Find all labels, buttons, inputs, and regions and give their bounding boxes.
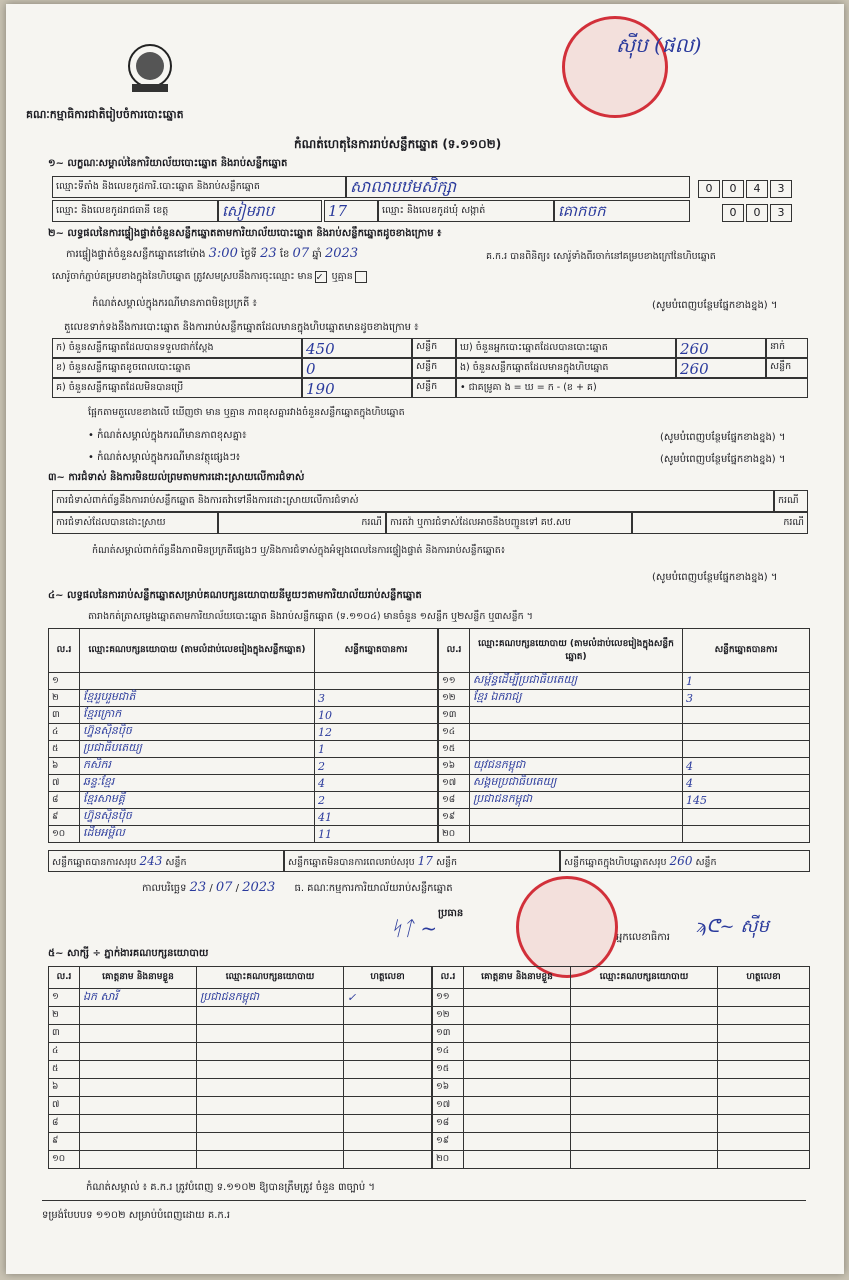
s2-day-label: ថ្ងៃទី <box>241 249 257 260</box>
row-number: ១ <box>49 673 80 690</box>
s1-row2-label: ឈ្មោះ និងលេខកូដរាជធានី ខេត្ត <box>52 200 218 222</box>
table-row <box>49 1097 432 1115</box>
s4-intro: តារាងកត់ត្រាសម្លេងឆ្នោតតាមការិយាល័យបោះឆ្នោត និងរាប់សន្លឹកឆ្នោត (ទ.១១០៤) មានចំនួន ១សន្លឹក ឬ២សន្លឹក ឬ៣សន្លឹក ។ <box>88 611 533 622</box>
party-name <box>80 673 315 690</box>
witness-name <box>80 1151 197 1169</box>
row-number: ១៤ <box>433 1043 464 1061</box>
table-row <box>49 809 438 826</box>
s2-intro-text: ការផ្ទៀងផ្ទាត់ចំនួនសន្លឹកឆ្នោតនៅម៉ោង <box>66 249 206 260</box>
s3-row1: ការជំទាស់ពាក់ព័ន្ធនឹងការរាប់សន្លឹកឆ្នោត និងការតវ៉ាទៅនឹងការដោះស្រាយលើការជំទាស់ <box>52 490 774 512</box>
col-party: ឈ្មោះគណបក្សនយោបាយ (តាមលំដាប់លេខរៀងក្នុងសន្លឹកឆ្នោត) <box>470 629 683 673</box>
s2-month-label: ខែ <box>279 249 290 260</box>
witness-table-right <box>432 966 810 1169</box>
table-row <box>49 1007 432 1025</box>
official-stamp-bottom <box>516 876 618 978</box>
row-number: ១៩ <box>439 809 470 826</box>
s2-year: 2023 <box>325 246 359 261</box>
committee-name: គណៈកម្មាធិការជាតិរៀបចំការបោះឆ្នោត <box>26 108 184 121</box>
row-number: ៨ <box>49 792 80 809</box>
s4-total-invalid <box>284 850 560 872</box>
party-name <box>470 809 683 826</box>
s4-date-line: កាលបរិច្ឆេទ 23 / 07 / 2023 ធ. គណៈកម្មការការិយាល័យរាប់សន្លឹកឆ្នោត <box>142 880 453 895</box>
witness-party: ប្រជាជនកម្ពុជា <box>197 989 344 1007</box>
stamp-signature-top: ស៊ីប (ផល) <box>616 33 702 57</box>
date-year: 2023 <box>242 880 276 895</box>
row-number: ១១ <box>433 989 464 1007</box>
party-name <box>470 741 683 758</box>
yes-checkbox[interactable]: ✓ <box>315 271 327 283</box>
table-row <box>433 1133 810 1151</box>
valid-votes: 4 <box>683 758 810 775</box>
col-no: ល.រ <box>49 967 80 989</box>
witness-name <box>80 1133 197 1151</box>
valid-votes: 2 <box>315 758 438 775</box>
row-number: ២០ <box>439 826 470 843</box>
table-row <box>439 707 810 724</box>
witness-party <box>571 1115 718 1133</box>
s2-bullet2: • កំណត់សម្គាល់ក្នុងករណីមានវត្ថុផ្សេងៗ៖ <box>88 452 241 463</box>
witness-name <box>80 1097 197 1115</box>
valid-votes: 11 <box>315 826 438 843</box>
valid-votes: 1 <box>315 741 438 758</box>
table-row <box>49 1115 432 1133</box>
s2-a-label: ក) ចំនួនសន្លឹកឆ្នោតដែលបានទទួលជាក់ស្តែង <box>52 338 302 358</box>
table-row <box>49 1079 432 1097</box>
s2-e-value: 260 <box>676 358 766 378</box>
col-name: គោត្តនាម និងនាមខ្លួន <box>80 967 197 989</box>
row-number: ១០ <box>49 1151 80 1169</box>
valid-votes: 3 <box>315 690 438 707</box>
total-invalid-label: សន្លឹកឆ្នោតមិនបានការពេលរាប់សរុប <box>288 857 415 868</box>
row-number: ៣ <box>49 1025 80 1043</box>
row-number: ៦ <box>49 1079 80 1097</box>
witness-signature <box>344 1061 432 1079</box>
s2-b-unit: សន្លឹក <box>412 358 456 378</box>
witness-signature <box>344 1151 432 1169</box>
s2-month: 07 <box>292 246 310 261</box>
section1-heading: ១~ លក្ខណៈសម្គាល់នៃការិយាល័យបោះឆ្នោត និងរាប់សន្លឹកឆ្នោត <box>48 158 288 169</box>
table-row <box>439 809 810 826</box>
row-number: ៦ <box>49 758 80 775</box>
row-number: ១០ <box>49 826 80 843</box>
s2-no-label: ឬគ្មាន <box>331 271 353 282</box>
s2-day: 23 <box>260 246 277 261</box>
witness-party <box>197 1043 344 1061</box>
president-signature: ᛋᛏ ~ <box>390 916 438 940</box>
table-row <box>439 826 810 843</box>
s1-province-code: 17 <box>324 200 378 222</box>
witness-name <box>80 1043 197 1061</box>
secretary-label: អ្នកលេខាធិការ <box>616 932 670 943</box>
row-number: ៣ <box>49 707 80 724</box>
witness-party <box>197 1061 344 1079</box>
total-valid-unit: សន្លឹក <box>165 857 187 868</box>
row-number: ១១ <box>439 673 470 690</box>
table-row <box>49 1061 432 1079</box>
witness-signature <box>718 1061 810 1079</box>
row-number: ៧ <box>49 775 80 792</box>
s2-e-label: ង) ចំនួនសន្លឹកឆ្នោតដែលមានក្នុងហិបឆ្នោត <box>456 358 676 378</box>
section3-heading: ៣~ ការជំទាស់ និងការមិនយល់ព្រមតាមការដោះស្រាយលើការជំទាស់ <box>48 472 305 483</box>
valid-votes <box>683 809 810 826</box>
party-name: ហ្វ៊ុនស៊ិនប៉ិច <box>80 724 315 741</box>
row-number: ១២ <box>439 690 470 707</box>
s2-compare: ផ្អែកតាមតួលេខខាងលើ ឃើញថា មាន ឬគ្មាន ភាពខុសគ្នារវាងចំនួនសន្លឹកឆ្នោតក្នុងហិបឆ្នោត <box>88 407 405 418</box>
table-row <box>49 724 438 741</box>
party-name: ខ្មែរសាមគ្គី <box>80 792 315 809</box>
s3-row1-case: ករណី <box>774 490 808 512</box>
s2-intro-c-line <box>52 270 369 284</box>
total-valid-label: សន្លឹកឆ្នោតបានការសរុប <box>52 857 137 868</box>
s2-a-value: 450 <box>302 338 412 358</box>
table-row <box>433 1079 810 1097</box>
table-row <box>49 690 438 707</box>
no-checkbox[interactable] <box>355 271 367 283</box>
date-day: 23 <box>189 880 207 895</box>
footer-divider <box>42 1200 806 1201</box>
s1-code-digit: 3 <box>770 180 792 198</box>
table-row <box>439 724 810 741</box>
witness-party <box>197 1097 344 1115</box>
s2-result-intro: តួលេខទាក់ទងនឹងការបោះឆ្នោត និងការរាប់សន្លឹកឆ្នោតដែលមានក្នុងហិបឆ្នោតមានដូចខាងក្រោម ៖ <box>64 322 419 333</box>
witness-party <box>571 1151 718 1169</box>
table-row <box>49 707 438 724</box>
s2-b-value: 0 <box>302 358 412 378</box>
total-box-label: សន្លឹកឆ្នោតក្នុងហិបឆ្នោតសរុប <box>564 857 667 868</box>
section4-heading: ៤~ លទ្ធផលនៃការរាប់សន្លឹកឆ្នោតសម្រាប់គណបក្សនយោបាយនីមួយៗតាមការិយាល័យរាប់សន្លឹកឆ្នោត <box>48 590 422 601</box>
valid-votes: 2 <box>315 792 438 809</box>
witness-party <box>571 1025 718 1043</box>
witness-party <box>571 1043 718 1061</box>
s2-bullet1: • កំណត់សម្គាល់ក្នុងករណីមានភាពខុសគ្នា៖ <box>88 430 247 441</box>
s1-code-digit: 0 <box>698 180 720 198</box>
table-row <box>439 792 810 809</box>
table-row <box>433 1097 810 1115</box>
table-row <box>49 1043 432 1061</box>
valid-votes <box>683 724 810 741</box>
witness-party <box>571 1133 718 1151</box>
row-number: ១៥ <box>439 741 470 758</box>
row-number: ២ <box>49 690 80 707</box>
witness-signature <box>344 1115 432 1133</box>
valid-votes: 41 <box>315 809 438 826</box>
ballot-count-report-form <box>6 4 844 1274</box>
total-invalid-value: 17 <box>417 854 433 868</box>
witness-name <box>80 1007 197 1025</box>
witness-signature <box>344 1007 432 1025</box>
valid-votes: 145 <box>683 792 810 809</box>
party-name: ប្រជាធិបតេយ្យ <box>80 741 315 758</box>
s2-b-label: ខ) ចំនួនសន្លឹកឆ្នោតខូចពេលបោះឆ្នោត <box>52 358 302 378</box>
s1-code-digit: 0 <box>722 180 744 198</box>
s1-commune-label: ឈ្មោះ និងលេខកូដឃុំ សង្កាត់ <box>378 200 554 222</box>
col-sign: ហត្ថលេខា <box>718 967 810 989</box>
s1-commune-code-digit: 3 <box>770 204 792 222</box>
witness-signature: ✓ <box>344 989 432 1007</box>
valid-votes: 10 <box>315 707 438 724</box>
table-row <box>439 690 810 707</box>
witness-party <box>571 1079 718 1097</box>
witness-name <box>464 1115 571 1133</box>
row-number: ៨ <box>49 1115 80 1133</box>
date-label: កាលបរិច្ឆេទ <box>142 883 187 894</box>
s2-bullet1-hint: (សូមបំពេញបន្ថែមផ្នែកខាងខ្នង) ។ <box>660 432 786 443</box>
row-number: ៤ <box>49 1043 80 1061</box>
witness-party <box>197 1007 344 1025</box>
witness-name <box>80 1061 197 1079</box>
s1-code-digit: 4 <box>746 180 768 198</box>
valid-votes: 12 <box>315 724 438 741</box>
party-name: ដើមអម្ពិល <box>80 826 315 843</box>
witness-signature <box>718 1025 810 1043</box>
party-name: ប្រជាជនកម្ពុជា <box>470 792 683 809</box>
party-name <box>470 724 683 741</box>
row-number: ៥ <box>49 741 80 758</box>
witness-name <box>80 1115 197 1133</box>
col-party: ឈ្មោះគណបក្សនយោបាយ <box>197 967 344 989</box>
row-number: ៩ <box>49 1133 80 1151</box>
table-row <box>49 1151 432 1169</box>
table-row <box>49 989 432 1007</box>
row-number: ១៧ <box>433 1097 464 1115</box>
witness-signature <box>344 1133 432 1151</box>
witness-signature <box>344 1043 432 1061</box>
witness-party <box>197 1115 344 1133</box>
witness-signature <box>718 1043 810 1061</box>
party-name: យុវជនកម្ពុជា <box>470 758 683 775</box>
witness-party <box>197 1151 344 1169</box>
table-row <box>49 792 438 809</box>
valid-votes: 1 <box>683 673 810 690</box>
row-number: ៧ <box>49 1097 80 1115</box>
valid-votes <box>683 707 810 724</box>
s2-c-value: 190 <box>302 378 412 398</box>
s3-row2b-case: ករណី <box>632 512 808 534</box>
row-number: ១៣ <box>439 707 470 724</box>
row-number: ១៣ <box>433 1025 464 1043</box>
s3-hint: (សូមបំពេញបន្ថែមផ្នែកខាងខ្នង) ។ <box>652 572 778 583</box>
s1-commune-code-digit: 0 <box>746 204 768 222</box>
party-name: សង្គមប្រជាធិបតេយ្យ <box>470 775 683 792</box>
table-row <box>49 1025 432 1043</box>
party-name: ឆន្ទៈខ្មែរ <box>80 775 315 792</box>
s2-intro <box>66 246 358 262</box>
table-row <box>439 775 810 792</box>
s1-commune: គោកចក <box>554 200 690 222</box>
witness-signature <box>718 1151 810 1169</box>
witness-table-left <box>48 966 432 1169</box>
table-row <box>433 1007 810 1025</box>
form-title: កំណត់ហេតុនៃការរាប់សន្លឹកឆ្នោត (ទ.១១០២) <box>294 137 502 151</box>
witness-party <box>197 1025 344 1043</box>
witness-signature <box>718 1097 810 1115</box>
row-number: ១៥ <box>433 1061 464 1079</box>
row-number: ១៧ <box>439 775 470 792</box>
table-row <box>433 989 810 1007</box>
table-row <box>49 758 438 775</box>
witness-name <box>464 1007 571 1025</box>
witness-signature <box>718 1079 810 1097</box>
witness-party <box>197 1133 344 1151</box>
party-name: ខ្មែររួបរួមជាតិ <box>80 690 315 707</box>
signers-label: ធ. គណៈកម្មការការិយាល័យរាប់សន្លឹកឆ្នោត <box>294 883 453 894</box>
s1-commune-code-digit: 0 <box>722 204 744 222</box>
s2-e-unit: សន្លឹក <box>766 358 808 378</box>
s4-total-box <box>560 850 810 872</box>
s4-total-valid <box>48 850 284 872</box>
table-row <box>439 741 810 758</box>
witness-signature <box>344 1079 432 1097</box>
valid-votes <box>683 826 810 843</box>
witness-name: ឯក សារី <box>80 989 197 1007</box>
col-name: គោត្តនាម និងនាមខ្លួន <box>464 967 571 989</box>
row-number: ១៦ <box>439 758 470 775</box>
witness-party <box>571 1097 718 1115</box>
col-no: ល.រ <box>433 967 464 989</box>
row-number: ១៨ <box>433 1115 464 1133</box>
row-number: ១៨ <box>439 792 470 809</box>
witness-signature <box>344 1025 432 1043</box>
s2-a-unit: សន្លឹក <box>412 338 456 358</box>
valid-votes: 3 <box>683 690 810 707</box>
party-name: កសិករ <box>80 758 315 775</box>
witness-name <box>464 1025 571 1043</box>
witness-name <box>464 1043 571 1061</box>
total-invalid-unit: សន្លឹក <box>435 857 458 868</box>
section5-heading: ៥~ សាក្សី ÷ ភ្នាក់ងារគណបក្សនយោបាយ <box>48 948 209 959</box>
s2-d-value: 260 <box>676 338 766 358</box>
table-row <box>49 741 438 758</box>
form-code: ទម្រង់បែបបទ ១១០២ សម្រាប់បំពេញដោយ គ.ក.រ <box>42 1210 231 1221</box>
table-row <box>439 673 810 690</box>
witness-name <box>464 1097 571 1115</box>
row-number: ៩ <box>49 809 80 826</box>
col-party: ឈ្មោះគណបក្សនយោបាយ <box>571 967 718 989</box>
total-valid-value: 243 <box>139 854 163 868</box>
s3-row2a: ការជំទាស់ដែលបានដោះស្រាយ <box>52 512 218 534</box>
s3-row2a-case: ករណី <box>218 512 386 534</box>
col-votes: សន្លឹកឆ្នោតបានការ <box>315 629 438 673</box>
witness-name <box>464 1151 571 1169</box>
s2-intro-b: គ.ក.រ បានពិនិត្យ៖ សោរ៉ូទាំងពីរចាក់នៅគម្របខាងក្រៅនៃហិបឆ្នោត <box>486 251 716 262</box>
secretary-signature: ϡᕦ~ ស៊ីម <box>696 916 769 937</box>
s2-intro-c: សោរ៉ូចាក់ភ្ជាប់គម្របខាងក្នុងនៃហិបឆ្នោត ត្រូវសមស្របនឹងការចុះឈ្មោះ <box>52 271 295 282</box>
table-row <box>433 1151 810 1169</box>
table-row <box>439 758 810 775</box>
valid-votes <box>683 741 810 758</box>
row-number: ៤ <box>49 724 80 741</box>
witness-party <box>571 1061 718 1079</box>
total-box-value: 260 <box>669 854 693 868</box>
witness-name <box>464 989 571 1007</box>
party-name <box>470 707 683 724</box>
party-name: ខ្មែរ ឯករាជ្យ <box>470 690 683 707</box>
s5-footnote: កំណត់សម្គាល់ ៖ គ.ក.រ ត្រូវបំពេញ ទ.១១០២ ឱ្យបានត្រឹមត្រូវ ចំនួន ៣ច្បាប់ ។ <box>86 1182 375 1193</box>
s2-yes-label: មាន <box>297 271 313 282</box>
row-number: ២ <box>49 1007 80 1025</box>
section2-heading: ២~ លទ្ធផលនៃការផ្ទៀងផ្ទាត់ចំនួនសន្លឹកឆ្នោតតាមការិយាល័យបោះឆ្នោត និងរាប់សន្លឹកឆ្នោតដូចខាងក្រោម ៖ <box>48 228 442 239</box>
table-row <box>433 1061 810 1079</box>
date-month: 07 <box>215 880 233 895</box>
s2-time: 3:00 <box>208 246 238 261</box>
party-name: ខ្មែរក្រោក <box>80 707 315 724</box>
row-number: ១៦ <box>433 1079 464 1097</box>
witness-signature <box>344 1097 432 1115</box>
table-row <box>49 673 438 690</box>
witness-party <box>571 989 718 1007</box>
s2-note-hint: (សូមបំពេញបន្ថែមផ្នែកខាងខ្នង) ។ <box>652 300 778 311</box>
s2-c-label: គ) ចំនួនសន្លឹកឆ្នោតដែលមិនបានប្រើ <box>52 378 302 398</box>
table-row <box>49 1133 432 1151</box>
party-results-table-left <box>48 628 438 843</box>
nec-emblem-icon <box>122 42 178 94</box>
witness-name <box>80 1025 197 1043</box>
party-name: ហ្វ៊ុនស៊ិនប៉ិច <box>80 809 315 826</box>
s2-formula: • ជាគម្រូគា ង = ឃ = ក - (ខ + គ) <box>456 378 808 398</box>
col-no: ល.រ <box>49 629 80 673</box>
party-results-table-right <box>438 628 810 843</box>
witness-party <box>197 1079 344 1097</box>
s1-province: សៀមរាប <box>218 200 322 222</box>
witness-name <box>464 1079 571 1097</box>
valid-votes <box>315 673 438 690</box>
valid-votes: 4 <box>683 775 810 792</box>
witness-signature <box>718 1115 810 1133</box>
s2-note-label: កំណត់សម្គាល់ក្នុងករណីមានភាពមិនប្រក្រតី ៖ <box>92 298 257 309</box>
s1-row1-label: ឈ្មោះទីតាំង និងលេខកូដការិ.បោះឆ្នោត និងរាប់សន្លឹកឆ្នោត <box>52 176 346 198</box>
row-number: ១២ <box>433 1007 464 1025</box>
col-no: ល.រ <box>439 629 470 673</box>
witness-party <box>571 1007 718 1025</box>
table-row <box>433 1115 810 1133</box>
s2-year-label: ឆ្នាំ <box>312 249 322 260</box>
table-row <box>433 1025 810 1043</box>
table-row <box>49 826 438 843</box>
row-number: ១ <box>49 989 80 1007</box>
witness-signature <box>718 1007 810 1025</box>
row-number: ១៤ <box>439 724 470 741</box>
witness-name <box>464 1061 571 1079</box>
col-votes: សន្លឹកឆ្នោតបានការ <box>683 629 810 673</box>
row-number: ១៩ <box>433 1133 464 1151</box>
s3-note: កំណត់សម្គាល់ពាក់ព័ន្ធនឹងភាពមិនប្រក្រតីផ្សេងៗ ឬ/និងការជំទាស់ក្នុងអំឡុងពេលនៃការផ្ទៀងផ្ទាត់ និងការរាប់សន្លឹកឆ្នោត៖ <box>92 545 505 556</box>
row-number: ៥ <box>49 1061 80 1079</box>
s2-bullet2-hint: (សូមបំពេញបន្ថែមផ្នែកខាងខ្នង) ។ <box>660 454 786 465</box>
col-party: ឈ្មោះគណបក្សនយោបាយ (តាមលំដាប់លេខរៀងក្នុងសន្លឹកឆ្នោត) <box>80 629 315 673</box>
witness-name <box>464 1133 571 1151</box>
total-box-unit: សន្លឹក <box>695 857 717 868</box>
table-row <box>49 775 438 792</box>
party-name <box>470 826 683 843</box>
witness-name <box>80 1079 197 1097</box>
witness-signature <box>718 989 810 1007</box>
party-name: សម្ព័ន្ធដើម្បីប្រជាធិបតេយ្យ <box>470 673 683 690</box>
valid-votes: 4 <box>315 775 438 792</box>
s3-row2b: ការតវ៉ា ឬការជំទាស់ដែលអាចនឹងបញ្ជូនទៅ គឋ.សប <box>386 512 632 534</box>
col-sign: ហត្ថលេខា <box>344 967 432 989</box>
president-label: ប្រធាន <box>438 908 464 919</box>
s2-d-unit: នាក់ <box>766 338 808 358</box>
witness-signature <box>718 1133 810 1151</box>
s1-row1-value: សាលាបឋមសិក្សា <box>346 176 690 198</box>
table-row <box>433 1043 810 1061</box>
s2-c-unit: សន្លឹក <box>412 378 456 398</box>
s2-d-label: ឃ) ចំនួនអ្នកបោះឆ្នោតដែលបានបោះឆ្នោត <box>456 338 676 358</box>
row-number: ២០ <box>433 1151 464 1169</box>
